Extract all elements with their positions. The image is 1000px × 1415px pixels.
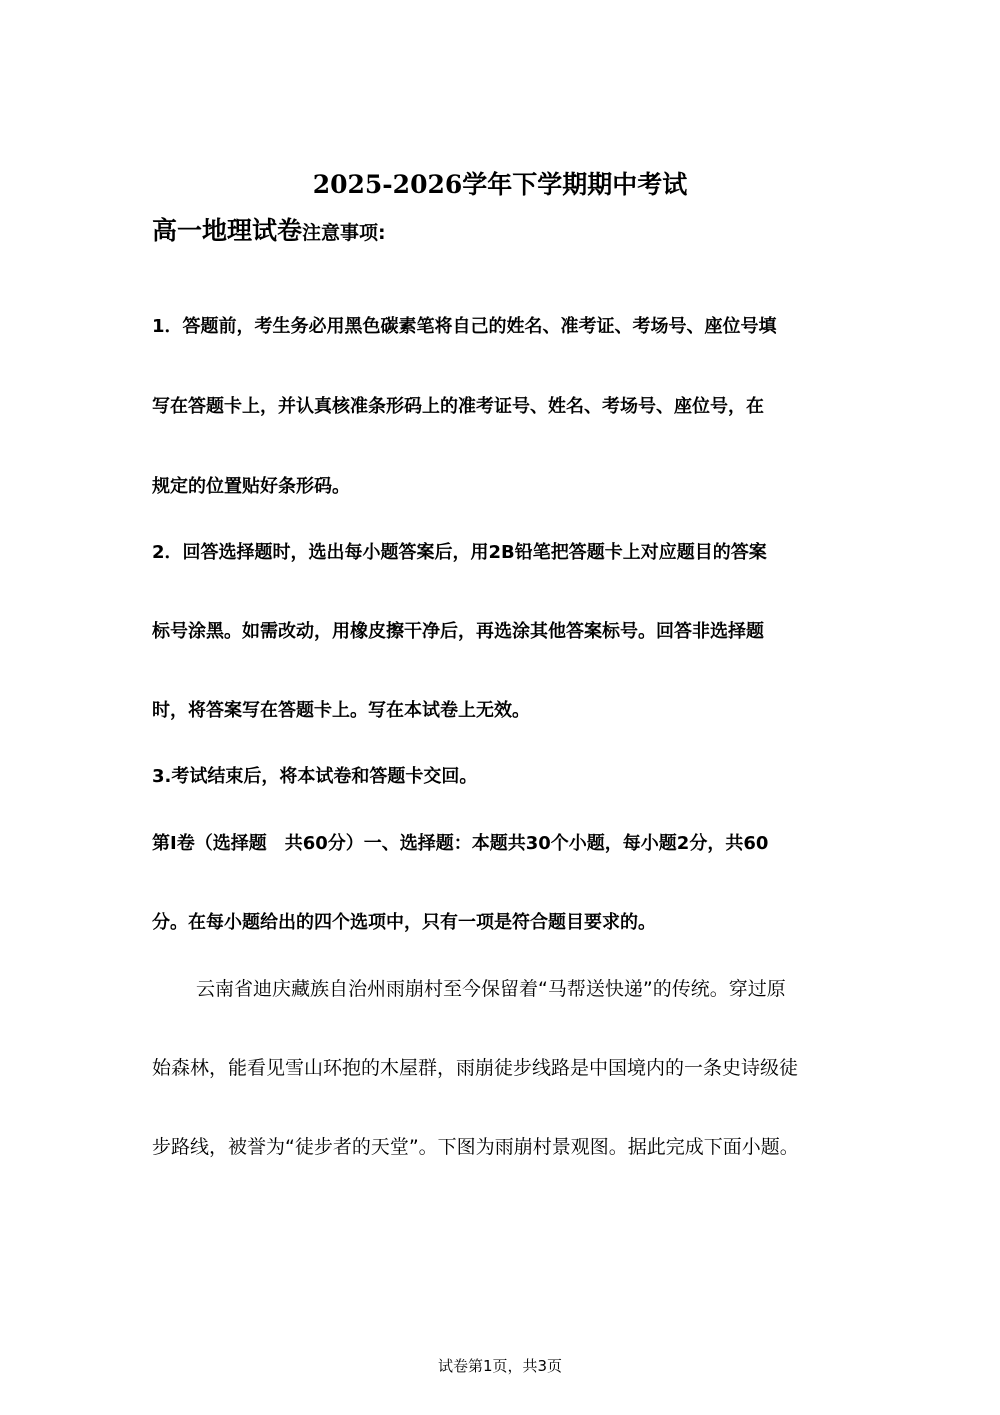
section-heading-line: 分。在每小题给出的四个选项中，只有一项是符合题目要求的。 (152, 912, 656, 933)
passage-line: 始森林，能看见雪山环抱的木屋群，雨崩徒步线路是中国境内的一条史诗级徒 (152, 1057, 799, 1079)
instruction-line: 2．回答选择题时，选出每小题答案后，用2B铅笔把答题卡上对应题目的答案 (152, 542, 767, 563)
passage-line: 云南省迪庆藏族自治州雨崩村至今保留着“马帮送快递”的传统。穿过原 (196, 978, 786, 1000)
exam-subtitle (152, 213, 386, 252)
passage-line: 步路线，被誉为“徒步者的天堂”。下图为雨崩村景观图。据此完成下面小题。 (152, 1136, 799, 1158)
instruction-line: 3.考试结束后，将本试卷和答题卡交回。 (152, 766, 478, 787)
instruction-line: 规定的位置贴好条形码。 (152, 476, 350, 497)
instruction-line: 时，将答案写在答题卡上。写在本试卷上无效。 (152, 700, 530, 721)
subject-title: 高一地理试卷 (152, 216, 303, 245)
instruction-line: 写在答题卡上，并认真核准条形码上的准考证号、姓名、考场号、座位号，在 (152, 396, 764, 417)
exam-title: 2025-2026学年下学期期中考试 (312, 170, 688, 199)
instruction-line: 1．答题前，考生务必用黑色碳素笔将自己的姓名、准考证、考场号、座位号填 (152, 316, 777, 337)
instruction-line: 标号涂黑。如需改动，用橡皮擦干净后，再选涂其他答案标号。回答非选择题 (152, 621, 764, 642)
page-footer: 试卷第1页，共3页 (437, 1357, 563, 1375)
notice-heading: 注意事项: (302, 222, 386, 244)
section-heading-line: 第I卷（选择题 共60分）一、选择题：本题共30个小题，每小题2分，共60 (152, 833, 769, 854)
